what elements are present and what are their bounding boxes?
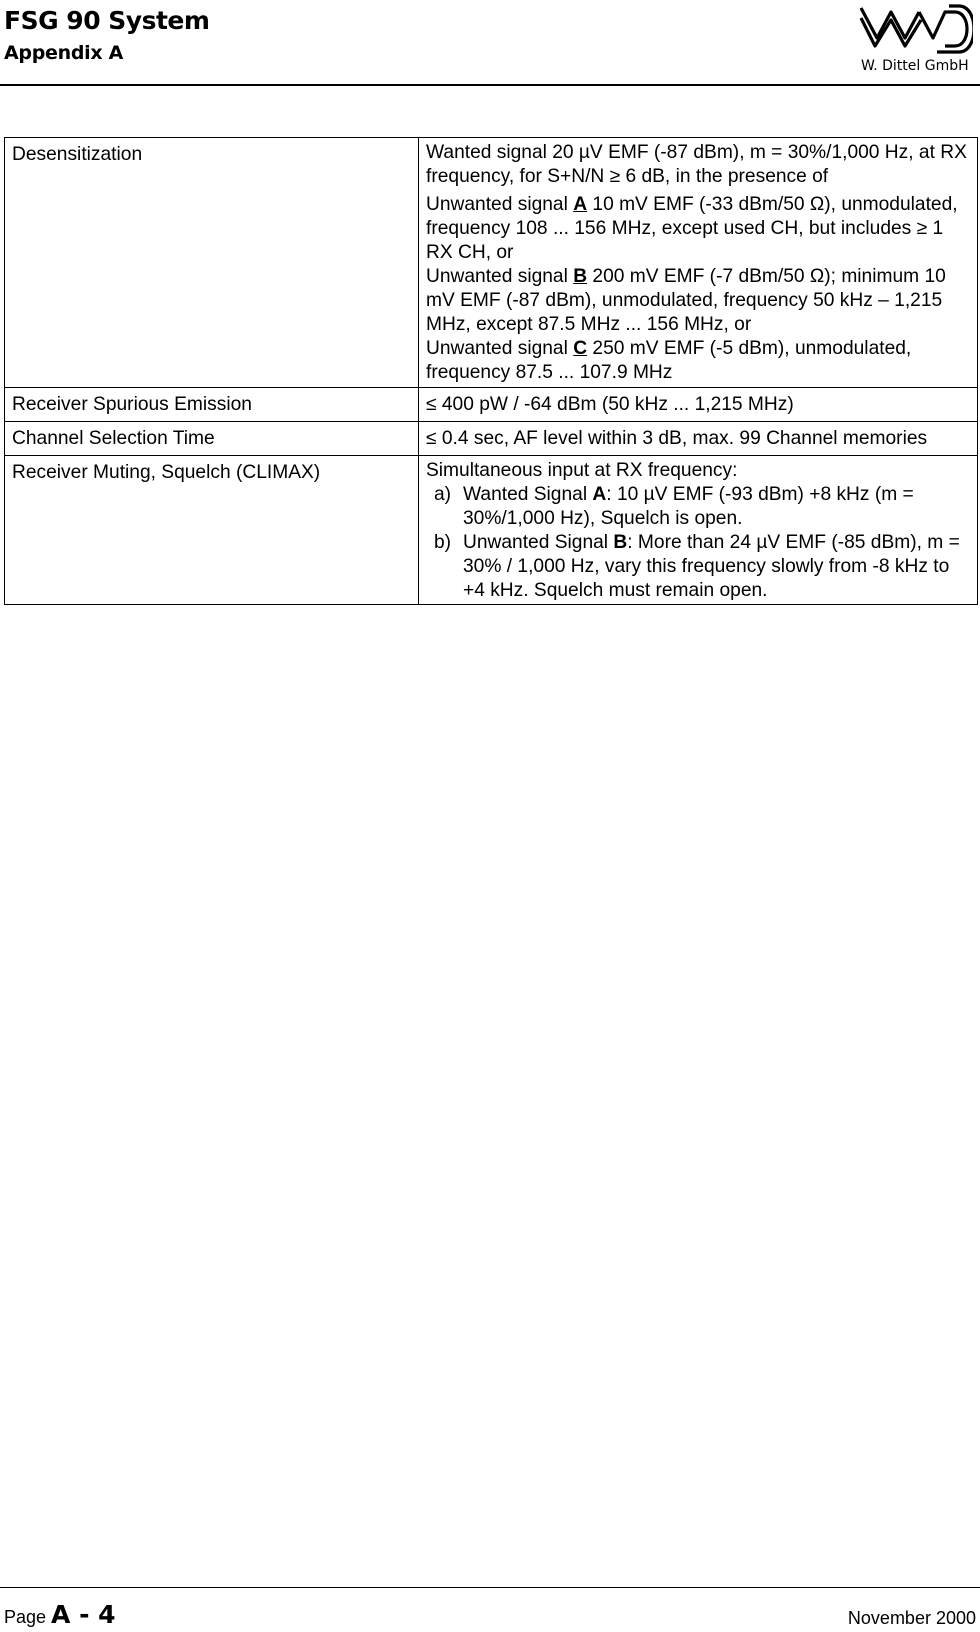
list-item: b) Unwanted Signal B: More than 24 µV EMF (-85 dBm), m = 30% / 1,000 Hz, vary this frequency slowly from -8 kHz to +4 kHz. Squelch must remain open. [434, 532, 960, 601]
unwanted-signal-c: Unwanted signal C 250 mV EMF (-5 dBm), unmodulated, frequency 87.5 ... 107.9 MHz [426, 338, 912, 383]
specification-cell: ≤ 0.4 sec, AF level within 3 dB, max. 99 Channel memories [419, 422, 978, 456]
specification-cell: ≤ 400 pW / -64 dBm (50 kHz ... 1,215 MHz) [419, 388, 978, 422]
specification-cell [419, 138, 978, 388]
company-logo [855, 0, 977, 80]
wd-logo-icon [859, 2, 973, 58]
parameter-cell: Receiver Spurious Emission [5, 388, 419, 422]
unwanted-signal-a: Unwanted signal A 10 mV EMF (-33 dBm/50 Ω), unmodulated, frequency 108 ... 156 MHz, except used CH, but includes ≥ 1 RX CH, or [426, 194, 958, 263]
footer-divider [0, 1587, 980, 1588]
table-row [5, 422, 978, 456]
page-header [0, 0, 980, 86]
specification-table [4, 137, 978, 605]
parameter-cell: Channel Selection Time [5, 422, 419, 456]
table-row [5, 456, 978, 605]
parameter-cell: Receiver Muting, Squelch (CLIMAX) [5, 456, 419, 605]
parameter-cell: Desensitization [5, 138, 419, 388]
logo-caption: W. Dittel GmbH [861, 58, 969, 74]
wanted-signal-text: Wanted signal 20 µV EMF (-87 dBm), m = 30%/1,000 Hz, at RX frequency, for S+N/N ≥ 6 dB, in the presence of [426, 142, 967, 187]
document-date: November 2000 [847, 1608, 976, 1628]
unwanted-signal-b: Unwanted signal B 200 mV EMF (-7 dBm/50 Ω); minimum 10 mV EMF (-87 dBm), unmodulated, frequency 50 kHz – 1,215 MHz, except 87.5 MHz ... 156 MHz, or [426, 266, 946, 335]
header-divider [0, 84, 980, 86]
document-subtitle: Appendix A [4, 42, 124, 64]
table-row [5, 388, 978, 422]
muting-intro: Simultaneous input at RX frequency: [426, 460, 738, 481]
list-item: a) Wanted Signal A: 10 µV EMF (-93 dBm) +8 kHz (m = 30%/1,000 Hz), Squelch is open. [434, 484, 914, 529]
page-number: Page A - 4 [4, 1600, 116, 1629]
table-row [5, 138, 978, 388]
specification-cell [419, 456, 978, 605]
document-title: FSG 90 System [4, 6, 210, 35]
